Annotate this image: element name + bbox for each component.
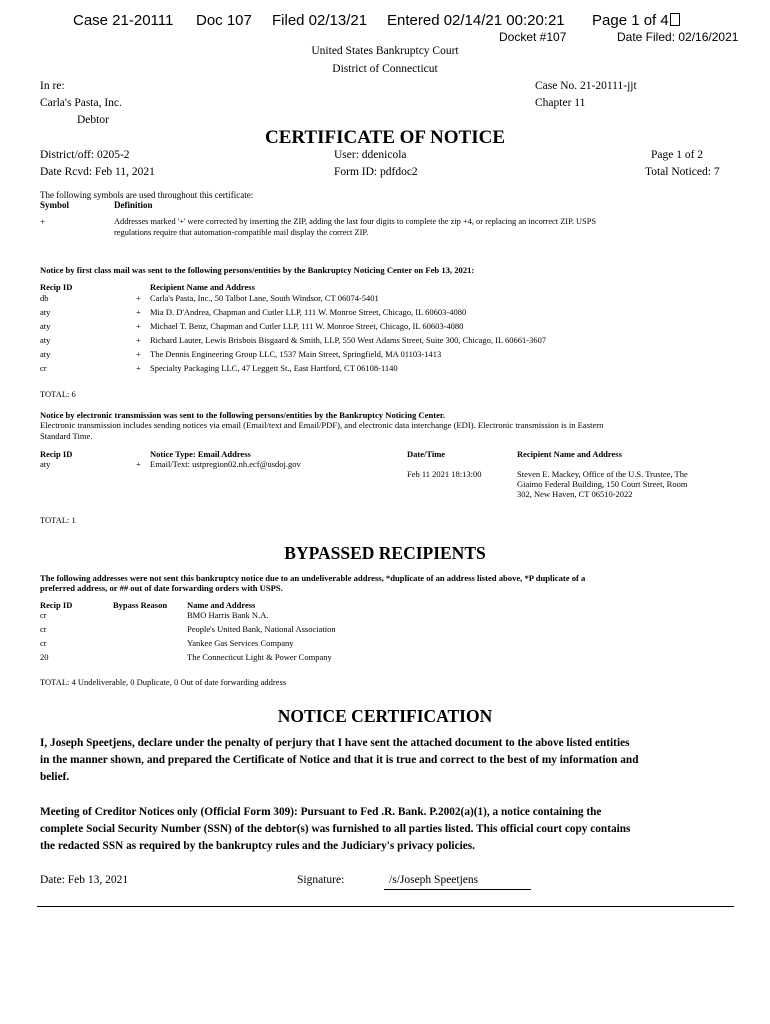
plus-mark: + (136, 293, 141, 303)
recip-id: aty (40, 321, 51, 331)
court-district: District of Connecticut (332, 63, 438, 75)
district-office: District/off: 0205-2 (40, 149, 130, 161)
notice-type-email: Email/Text: ustpregion02.nh.ecf@usdoj.gov (150, 459, 301, 469)
notice-type-header: Notice Type: Email Address (150, 449, 251, 459)
stamp-page-text: Page 1 of 4 (592, 12, 669, 29)
electronic-desc-line-1: Electronic transmission includes sending notices via email (Email/text and Email/PDF), and electronic data interchange (EDI). Electronic transmission is in Eastern (40, 420, 604, 430)
signature-line (384, 889, 531, 890)
recipient-address: Richard Lauter, Lewis Brisbois Bisgaard & Smith, LLP, 550 West Adams Street, Suite 300, Chicago, IL 60661-3607 (150, 335, 547, 345)
recipient-address: Specialty Packaging LLC, 47 Leggett St., East Hartford, CT 06108-1140 (150, 363, 398, 373)
date-filed: Date Filed: 02/16/2021 (617, 30, 739, 44)
case-number: Case 21-20111 (73, 12, 174, 29)
mail-heading: Notice by first class mail was sent to the following persons/entities by the Bankruptcy Noticing Center on Feb 13, 2021: (40, 265, 475, 275)
debtor-label: Debtor (77, 114, 109, 126)
recipient-address: Mia D. D'Andrea, Chapman and Cutler LLP, 111 W. Monroe Street, Chicago, IL 60603-4080 (150, 307, 467, 317)
certification-para2-line-1: Meeting of Creditor Notices only (Official Form 309): Pursuant to Fed .R. Bank. P.2002(a)(1), a notice containing the (40, 806, 602, 818)
symbol-definition-line-2: regulations require that automation-compatible mail display the correct ZIP. (114, 228, 369, 237)
footer-rule (37, 906, 734, 907)
plus-mark: + (136, 307, 141, 317)
symbol-definition-line-1: Addresses marked '+' were corrected by inserting the ZIP, adding the last four digits to complete the zip +4, or replacing an incorrect ZIP. USPS (114, 217, 597, 226)
table-row (40, 652, 730, 665)
certification-para1-line-3: belief. (40, 771, 70, 783)
form-id: Form ID: pdfdoc2 (334, 166, 418, 178)
recip-id: cr (40, 638, 47, 648)
electronic-recip-id: aty (40, 459, 51, 469)
doc-number: Doc 107 (196, 12, 252, 29)
table-row (40, 293, 730, 306)
case-no: Case No. 21-20111-jjt (535, 80, 637, 92)
bypassed-total: TOTAL: 4 Undeliverable, 0 Duplicate, 0 Out of date forwarding address (40, 677, 287, 687)
electronic-recip-header: Recip ID (40, 449, 73, 459)
bypassed-name: BMO Harris Bank N.A. (187, 610, 269, 620)
filed-date: Filed 02/13/21 (272, 12, 368, 29)
electronic-total: TOTAL: 1 (40, 515, 76, 525)
certificate-title: CERTIFICATE OF NOTICE (264, 127, 506, 148)
recip-id: aty (40, 307, 51, 317)
plus-mark: + (136, 321, 141, 331)
plus-mark: + (136, 349, 141, 359)
bypassed-desc-line-1: The following addresses were not sent this bankruptcy notice due to an undeliverable address, *duplicate of an address listed above, *P duplicate of a (40, 573, 586, 583)
bypass-reason-header: Bypass Reason (113, 600, 168, 610)
bypassed-desc-line-2: preferred address, or ## out of date forwarding orders with USPS. (40, 583, 283, 593)
recip-id: cr (40, 363, 47, 373)
docket-number: Docket #107 (499, 30, 567, 44)
certification-para2-line-2: complete Social Security Number (SSN) of the debtor(s) was furnished to all parties listed. This official court copy contains (40, 823, 631, 835)
stamp-page (592, 12, 680, 29)
recip-id: db (40, 293, 49, 303)
entered-date: Entered 02/14/21 00:20:21 (387, 12, 565, 29)
bypassed-name: The Connecticut Light & Power Company (187, 652, 332, 662)
recipient-address: The Dennis Engineering Group LLC, 1537 Main Street, Springfield, MA 01103-1413 (150, 349, 442, 359)
recip-id: aty (40, 335, 51, 345)
electronic-heading: Notice by electronic transmission was sent to the following persons/entities by the Bankruptcy Noticing Center. (40, 410, 446, 420)
electronic-recipient-line-2: Giaimo Federal Building, 150 Court Street, Room (517, 479, 688, 489)
symbol-plus: + (40, 217, 46, 227)
recip-id: cr (40, 624, 47, 634)
debtor-name: Carla's Pasta, Inc. (40, 97, 122, 109)
table-row (40, 321, 730, 334)
table-row (40, 624, 730, 637)
recip-id: 20 (40, 652, 49, 662)
mail-name-header: Recipient Name and Address (150, 282, 255, 292)
certification-title: NOTICE CERTIFICATION (277, 706, 493, 726)
user-id: User: ddenicola (334, 149, 407, 161)
missing-glyph-icon (670, 13, 680, 26)
table-row (40, 349, 730, 362)
signature-label: Signature: (297, 874, 345, 886)
electronic-plus-mark: + (136, 459, 141, 469)
electronic-name-header: Recipient Name and Address (517, 449, 622, 459)
court-name: United States Bankruptcy Court (311, 45, 459, 57)
bypassed-name: People's United Bank, National Association (187, 624, 336, 634)
certification-date: Date: Feb 13, 2021 (40, 874, 129, 886)
recip-id: cr (40, 610, 47, 620)
date-received: Date Rcvd: Feb 11, 2021 (40, 166, 155, 178)
bypassed-title: BYPASSED RECIPIENTS (284, 543, 486, 563)
mail-total: TOTAL: 6 (40, 389, 76, 399)
symbol-column-header: Symbol (40, 200, 70, 210)
electronic-recipient-line-1: Steven E. Mackey, Office of the U.S. Trustee, The (517, 469, 688, 479)
table-row (40, 307, 730, 320)
bypassed-name-header: Name and Address (187, 600, 256, 610)
certification-para1-line-2: in the manner shown, and prepared the Certificate of Notice and that it is true and correct to the best of my information and (40, 754, 639, 766)
plus-mark: + (136, 363, 141, 373)
table-row (40, 335, 730, 348)
mail-recip-header: Recip ID (40, 282, 73, 292)
bypassed-recip-header: Recip ID (40, 600, 73, 610)
recip-id: aty (40, 349, 51, 359)
definition-column-header: Definition (114, 200, 153, 210)
bypassed-name: Yankee Gas Services Company (187, 638, 294, 648)
table-row (40, 610, 730, 623)
chapter: Chapter 11 (535, 97, 586, 109)
recipient-address: Michael T. Benz, Chapman and Cutler LLP, 111 W. Monroe Street, Chicago, IL 60603-4080 (150, 321, 464, 331)
date-time-header: Date/Time (407, 449, 446, 459)
case-stamp (0, 0, 770, 48)
table-row (40, 363, 730, 376)
signature-value: /s/Joseph Speetjens (389, 874, 479, 886)
info-page: Page 1 of 2 (651, 149, 704, 161)
electronic-recipient-line-3: 302, New Haven, CT 06510-2022 (517, 489, 633, 499)
certification-para1-line-1: I, Joseph Speetjens, declare under the penalty of perjury that I have sent the attached document to the above listed entities (40, 737, 630, 749)
symbols-intro: The following symbols are used throughout this certificate: (40, 190, 254, 200)
electronic-date-time: Feb 11 2021 18:13:00 (407, 469, 482, 479)
recipient-address: Carla's Pasta, Inc., 50 Talbot Lane, South Windsor, CT 06074-5401 (150, 293, 379, 303)
certification-para2-line-3: the redacted SSN as required by the bankruptcy rules and the Judiciary's privacy policies. (40, 840, 475, 852)
total-noticed: Total Noticed: 7 (645, 166, 720, 178)
table-row (40, 638, 730, 651)
plus-mark: + (136, 335, 141, 345)
in-re-label: In re: (40, 80, 65, 92)
electronic-desc-line-2: Standard Time. (40, 431, 93, 441)
